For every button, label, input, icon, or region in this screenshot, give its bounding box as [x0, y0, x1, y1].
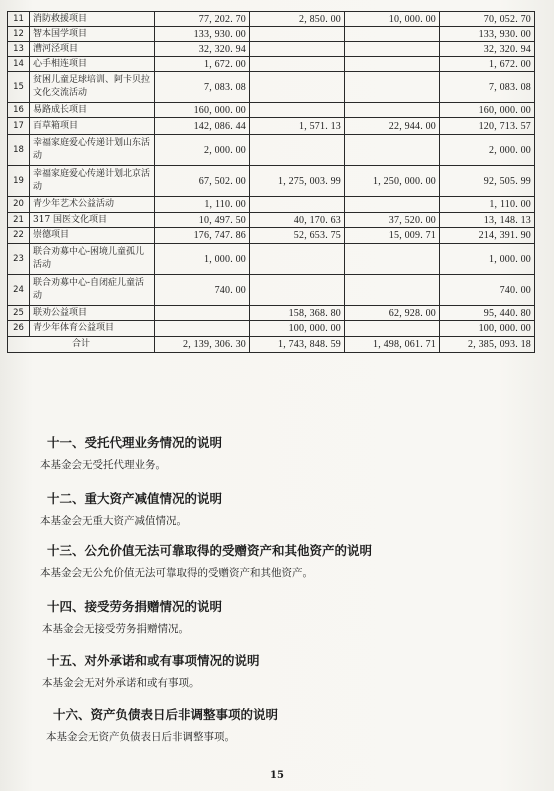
- project-name-cell: 心手相连项目: [30, 57, 155, 72]
- project-name-cell: 联劝公益项目: [30, 306, 155, 321]
- row-number-cell: 23: [8, 244, 30, 275]
- row-number-cell: 15: [8, 72, 30, 103]
- project-name-cell: 317 国医文化项目: [30, 213, 155, 228]
- closing-balance-cell: 95, 440. 80: [440, 306, 535, 321]
- current-increase-cell: [250, 103, 345, 118]
- section-heading: 十四、接受劳务捐赠情况的说明: [47, 599, 223, 614]
- current-increase-cell: 1, 275, 003. 99: [250, 166, 345, 197]
- table-row: [8, 306, 535, 321]
- section-body-text: 本基金会无公允价值无法可靠取得的受赠资产和其他资产。: [40, 567, 313, 579]
- table-row: [8, 244, 535, 275]
- opening-balance-cell: 160, 000. 00: [155, 103, 250, 118]
- closing-balance-cell: 2, 000. 00: [440, 135, 535, 166]
- current-increase-cell: [250, 135, 345, 166]
- closing-balance-cell: 1, 000. 00: [440, 244, 535, 275]
- opening-balance-cell: 1, 000. 00: [155, 244, 250, 275]
- table-row: [8, 27, 535, 42]
- project-name-cell: 青少年体育公益项目: [30, 321, 155, 337]
- closing-balance-cell: 70, 052. 70: [440, 12, 535, 27]
- opening-balance-cell: 2, 000. 00: [155, 135, 250, 166]
- current-decrease-cell: 1, 250, 000. 00: [345, 166, 440, 197]
- closing-balance-cell: 740. 00: [440, 275, 535, 306]
- total-value-cell: 2, 139, 306. 30: [155, 337, 250, 353]
- table-row: [8, 321, 535, 337]
- opening-balance-cell: 10, 497. 50: [155, 213, 250, 228]
- row-number-cell: 22: [8, 228, 30, 244]
- table-row: [8, 72, 535, 103]
- opening-balance-cell: 740. 00: [155, 275, 250, 306]
- project-name-cell: 青少年艺术公益活动: [30, 197, 155, 213]
- row-number-cell: 26: [8, 321, 30, 337]
- section-body-text: 本基金会无资产负债表日后非调整事项。: [46, 731, 235, 743]
- closing-balance-cell: 1, 672. 00: [440, 57, 535, 72]
- opening-balance-cell: 133, 930. 00: [155, 27, 250, 42]
- section-body-text: 本基金会无接受劳务捐赠情况。: [42, 623, 189, 635]
- fund-project-table: [7, 11, 535, 353]
- project-name-cell: 幸福家庭爱心传递计划山东活动: [30, 135, 155, 166]
- project-name-cell: 易路成长项目: [30, 103, 155, 118]
- project-name-cell: 贫困儿童足球培训、阿卡贝拉文化交流活动: [30, 72, 155, 103]
- page-number: 15: [270, 770, 284, 781]
- row-number-cell: 11: [8, 12, 30, 27]
- table-row: [8, 57, 535, 72]
- current-decrease-cell: [345, 135, 440, 166]
- table-row: [8, 275, 535, 306]
- current-decrease-cell: 10, 000. 00: [345, 12, 440, 27]
- current-increase-cell: 1, 571. 13: [250, 118, 345, 135]
- section-body-text: 本基金会无受托代理业务。: [40, 459, 166, 471]
- current-decrease-cell: 22, 944. 00: [345, 118, 440, 135]
- row-number-cell: 12: [8, 27, 30, 42]
- current-increase-cell: 100, 000. 00: [250, 321, 345, 337]
- project-name-cell: 消防救援项目: [30, 12, 155, 27]
- row-number-cell: 18: [8, 135, 30, 166]
- current-increase-cell: [250, 42, 345, 57]
- total-label: 合计: [8, 337, 155, 353]
- current-decrease-cell: [345, 321, 440, 337]
- current-decrease-cell: 62, 928. 00: [345, 306, 440, 321]
- table-row: [8, 228, 535, 244]
- closing-balance-cell: 160, 000. 00: [440, 103, 535, 118]
- current-increase-cell: [250, 244, 345, 275]
- table-total-row: [8, 337, 535, 353]
- opening-balance-cell: 1, 110. 00: [155, 197, 250, 213]
- table-row: [8, 197, 535, 213]
- section-heading: 十二、重大资产减值情况的说明: [47, 491, 223, 506]
- table-row: [8, 166, 535, 197]
- table-row: [8, 42, 535, 57]
- current-increase-cell: [250, 27, 345, 42]
- total-value-cell: 1, 498, 061. 71: [345, 337, 440, 353]
- section-body-text: 本基金会无重大资产减值情况。: [40, 515, 187, 527]
- total-value-cell: 1, 743, 848. 59: [250, 337, 345, 353]
- section-heading: 十三、公允价值无法可靠取得的受赠资产和其他资产的说明: [47, 543, 373, 558]
- current-decrease-cell: [345, 103, 440, 118]
- row-number-cell: 16: [8, 103, 30, 118]
- opening-balance-cell: 142, 086. 44: [155, 118, 250, 135]
- total-value-cell: 2, 385, 093. 18: [440, 337, 535, 353]
- opening-balance-cell: 7, 083. 08: [155, 72, 250, 103]
- current-decrease-cell: [345, 57, 440, 72]
- current-decrease-cell: 37, 520. 00: [345, 213, 440, 228]
- project-name-cell: 联合劝募中心-困境儿童孤儿活动: [30, 244, 155, 275]
- opening-balance-cell: [155, 306, 250, 321]
- closing-balance-cell: 13, 148. 13: [440, 213, 535, 228]
- row-number-cell: 25: [8, 306, 30, 321]
- table-row: [8, 103, 535, 118]
- current-increase-cell: [250, 72, 345, 103]
- project-name-cell: 百草箱项目: [30, 118, 155, 135]
- section-heading: 十一、受托代理业务情况的说明: [47, 435, 223, 450]
- current-increase-cell: [250, 57, 345, 72]
- current-increase-cell: 40, 170. 63: [250, 213, 345, 228]
- current-increase-cell: 158, 368. 80: [250, 306, 345, 321]
- current-decrease-cell: [345, 197, 440, 213]
- project-name-cell: 崇德项目: [30, 228, 155, 244]
- table-row: [8, 12, 535, 27]
- row-number-cell: 24: [8, 275, 30, 306]
- opening-balance-cell: 77, 202. 70: [155, 12, 250, 27]
- closing-balance-cell: 120, 713. 57: [440, 118, 535, 135]
- row-number-cell: 21: [8, 213, 30, 228]
- project-name-cell: 智本国学项目: [30, 27, 155, 42]
- row-number-cell: 20: [8, 197, 30, 213]
- current-decrease-cell: [345, 244, 440, 275]
- opening-balance-cell: 176, 747. 86: [155, 228, 250, 244]
- current-decrease-cell: [345, 72, 440, 103]
- opening-balance-cell: 1, 672. 00: [155, 57, 250, 72]
- opening-balance-cell: [155, 321, 250, 337]
- current-increase-cell: [250, 275, 345, 306]
- project-name-cell: 联合劝募中心-自闭症儿童活动: [30, 275, 155, 306]
- current-increase-cell: [250, 197, 345, 213]
- table-row: [8, 213, 535, 228]
- opening-balance-cell: 32, 320. 94: [155, 42, 250, 57]
- opening-balance-cell: 67, 502. 00: [155, 166, 250, 197]
- section-heading: 十五、对外承诺和或有事项情况的说明: [47, 653, 260, 668]
- closing-balance-cell: 7, 083. 08: [440, 72, 535, 103]
- current-decrease-cell: 15, 009. 71: [345, 228, 440, 244]
- closing-balance-cell: 92, 505. 99: [440, 166, 535, 197]
- row-number-cell: 13: [8, 42, 30, 57]
- row-number-cell: 14: [8, 57, 30, 72]
- current-decrease-cell: [345, 275, 440, 306]
- closing-balance-cell: 1, 110. 00: [440, 197, 535, 213]
- section-heading: 十六、资产负债表日后非调整事项的说明: [53, 707, 279, 722]
- table-row: [8, 118, 535, 135]
- current-increase-cell: 52, 653. 75: [250, 228, 345, 244]
- project-name-cell: 漕河泾项目: [30, 42, 155, 57]
- closing-balance-cell: 214, 391. 90: [440, 228, 535, 244]
- closing-balance-cell: 32, 320. 94: [440, 42, 535, 57]
- current-increase-cell: 2, 850. 00: [250, 12, 345, 27]
- current-decrease-cell: [345, 27, 440, 42]
- closing-balance-cell: 133, 930. 00: [440, 27, 535, 42]
- section-body-text: 本基金会无对外承诺和或有事项。: [42, 677, 200, 689]
- table-row: [8, 135, 535, 166]
- row-number-cell: 19: [8, 166, 30, 197]
- current-decrease-cell: [345, 42, 440, 57]
- project-name-cell: 幸福家庭爱心传递计划北京活动: [30, 166, 155, 197]
- row-number-cell: 17: [8, 118, 30, 135]
- closing-balance-cell: 100, 000. 00: [440, 321, 535, 337]
